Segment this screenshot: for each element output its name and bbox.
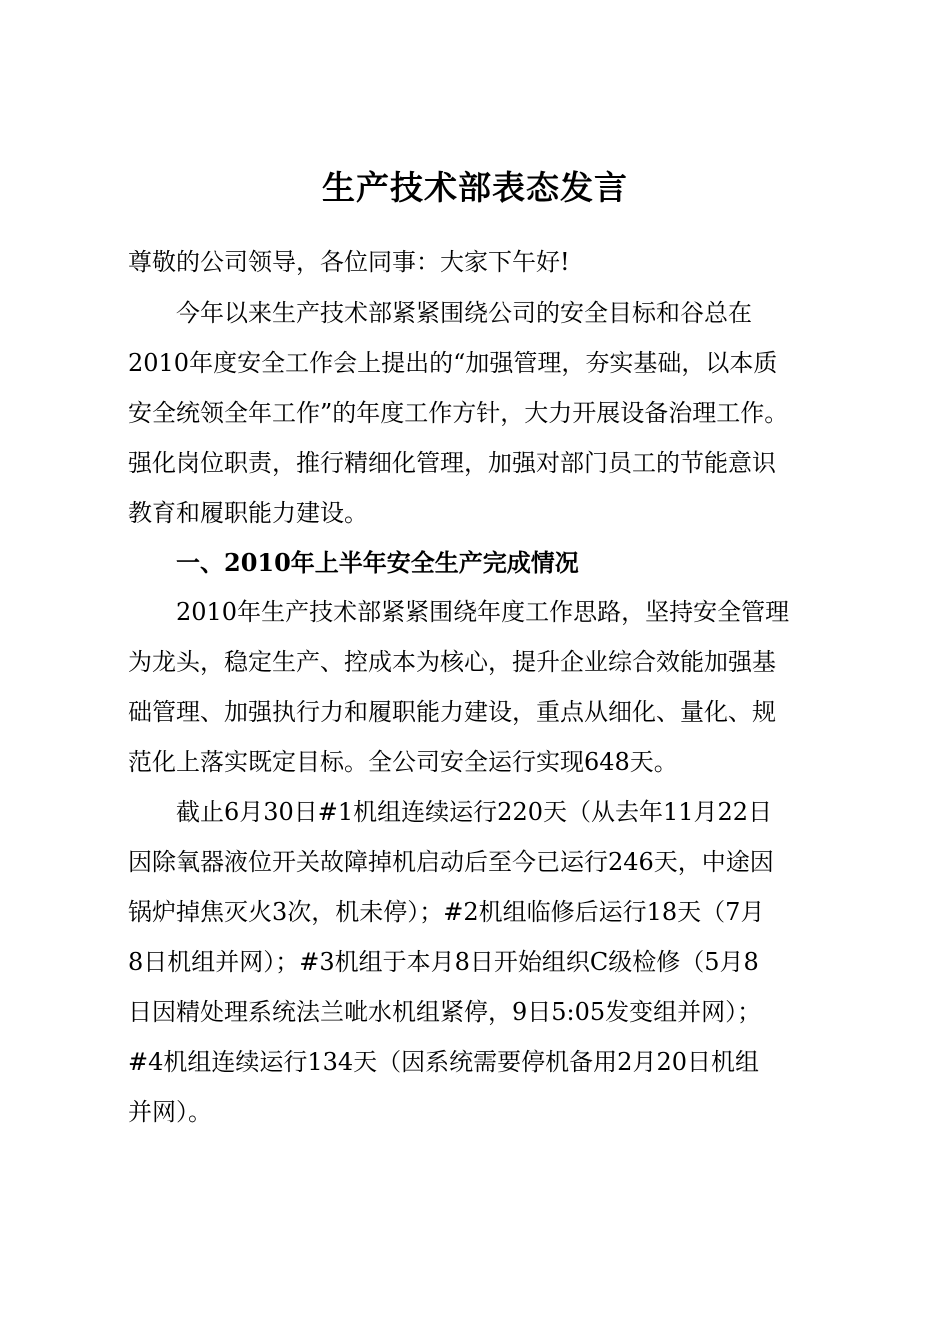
document-title: 生产技术部表态发言 xyxy=(322,168,628,207)
paragraph-line: 截止6月30日#1机组连续运行220天（从去年11月22日 xyxy=(176,798,773,826)
paragraph-line: 并网）。 xyxy=(128,1098,212,1126)
paragraph-line: 2010年度安全工作会上提出的“加强管理，夯实基础，以本质 xyxy=(128,349,778,377)
paragraph-line: 为龙头，稳定生产、控成本为核心，提升企业综合效能加强基 xyxy=(128,648,776,676)
greeting: 尊敬的公司领导，各位同事：大家下午好! xyxy=(128,248,570,276)
paragraph-line: 础管理、加强执行力和履职能力建设，重点从细化、量化、规 xyxy=(128,698,776,726)
paragraph-line: 2010年生产技术部紧紧围绕年度工作思路，坚持安全管理 xyxy=(176,598,790,626)
paragraph-line: 安全统领全年工作”的年度工作方针，大力开展设备治理工作。 xyxy=(128,399,789,427)
paragraph-line: 因除氧器液位开关故障掉机启动后至今已运行246天，中途因 xyxy=(128,848,774,876)
paragraph-line: 范化上落实既定目标。全公司安全运行实现648天。 xyxy=(128,748,678,776)
paragraph-line: 锅炉掉焦灭火3次，机未停）；#2机组临修后运行18天（7月 xyxy=(128,898,765,926)
paragraph-line: 今年以来生产技术部紧紧围绕公司的安全目标和谷总在 xyxy=(176,299,752,327)
paragraph-line: 8日机组并网）；#3机组于本月8日开始组织C级检修（5月8 xyxy=(128,948,759,976)
paragraph-line: 教育和履职能力建设。 xyxy=(128,499,368,527)
paragraph-line: 强化岗位职责，推行精细化管理，加强对部门员工的节能意识 xyxy=(128,449,776,477)
paragraph-line: 日因精处理系统法兰呲水机组紧停，9日5:05发变组并网）； xyxy=(128,998,762,1026)
paragraph-line: #4机组连续运行134天（因系统需要停机备用2月20日机组 xyxy=(128,1048,759,1076)
section-heading: 一、2010年上半年安全生产完成情况 xyxy=(176,548,579,577)
